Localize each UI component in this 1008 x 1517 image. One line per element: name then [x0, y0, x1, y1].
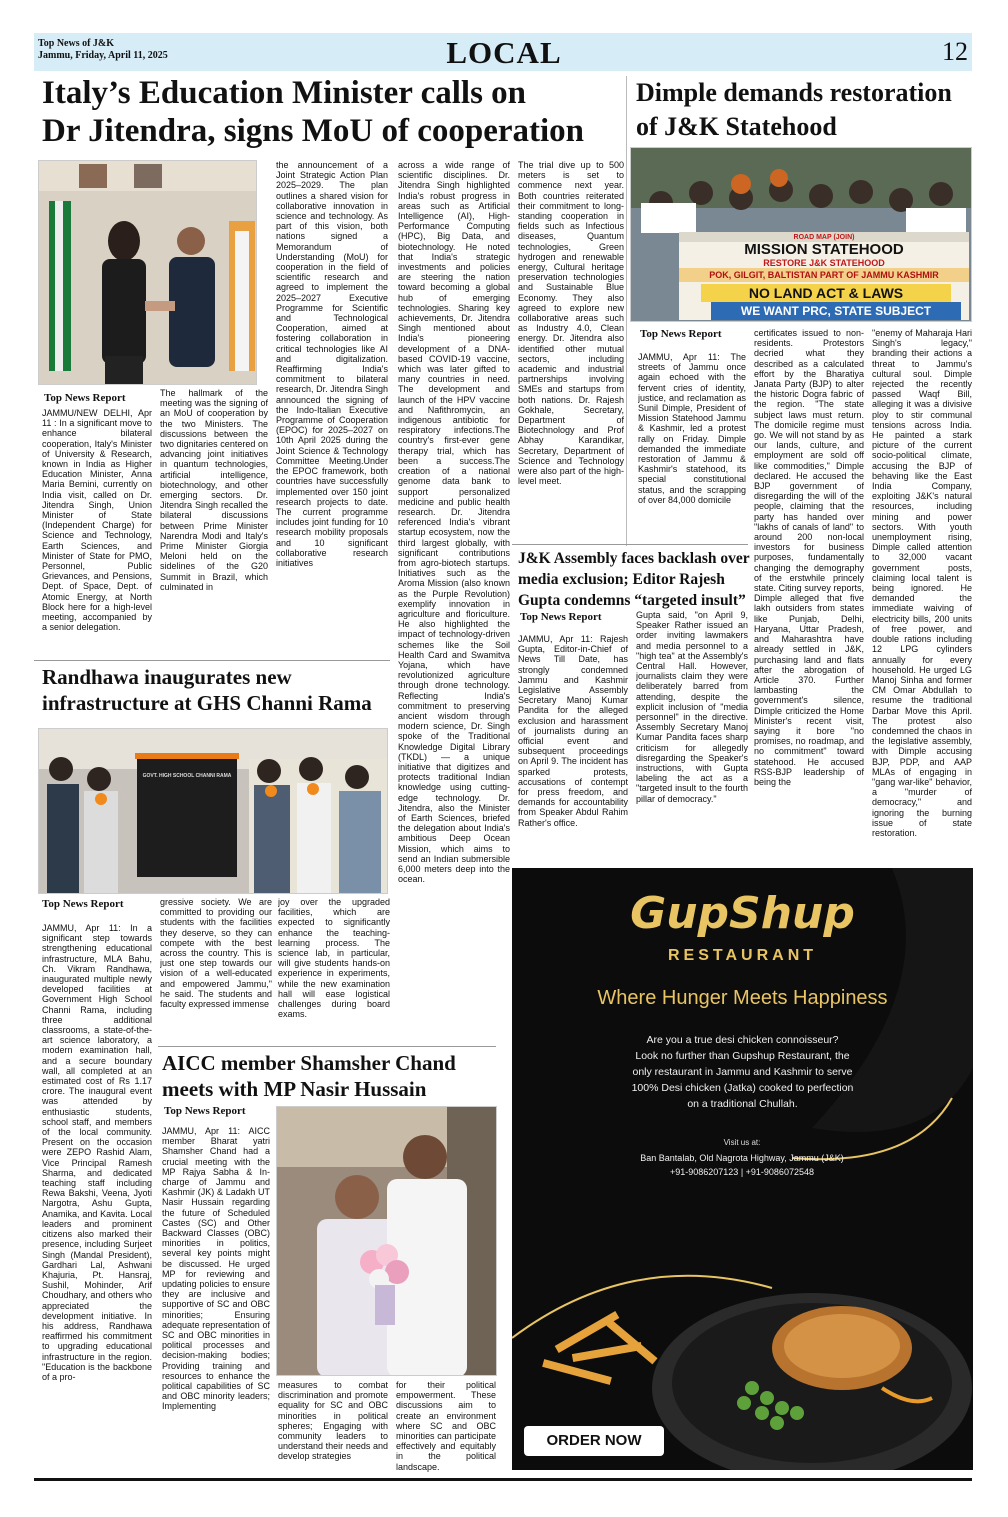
section-rule [512, 544, 748, 545]
story4-photo [38, 728, 388, 894]
story4-headline-line2: infrastructure at GHS Channi Rama [42, 691, 372, 715]
banner-line6: WE WANT PRC, STATE SUBJECT [740, 304, 932, 318]
story3-headline-line2: media exclusion; Editor Rajesh [518, 571, 725, 588]
story5-headline-line2: meets with MP Nasir Hussain [162, 1077, 427, 1101]
story5-headline [162, 1050, 498, 1102]
story2-protest-photo [630, 147, 972, 322]
ad-copy-line4: 100% Desi chicken (Jatka) cooked to perfection [631, 1082, 854, 1094]
story2-col2: certificates issued to non-residents. Protestors decried what they described as a calculated effort by the Bharatiya Janata Party (BJP) to alter the historic Dogra fabric of the region. "The state subject laws must return. The domicile regime must go. We will not stand by as our lands, culture, and employment are sold off like commodities," Dimple declared. He accused the BJP government of disregarding the will of the people, claiming that the party has handed over "lakhs of canals of land" to around 200 non-local investors for business purposes, fundamentally changing the demography of the erstwhile princely state. Citing survey reports, Dimple alleged that five lakh outsiders from states like Punjab, Delhi, Haryana, Uttar Pradesh, and Maharashtra have already settled in J&K, purchasing land and flats after the abrogation of Article 370. Further lambasting the government's silence, Dimple criticized the Home Minister's recent visit, saying it bore "no promises, no roadmap, and no commitment" toward statehood. He accused RSS-BJP leadership of being the [754, 328, 864, 787]
story3-col2: Gupta said, "on April 9, Speaker Rather issued an order inviting lawmakers and media personnel to a "high tea" at the Assembly's Central Hall. However, journalists claim they were deliberately barred from attending, despite the explicit inclusion of "media personnel" in the directive. Assembly Secretary Manoj Kumar Pandita faces sharp criticism for allegedly disregarding the Speaker's instructions, with Gupta labeling the act as a "targeted insult to the fourth pillar of democracy." [636, 610, 748, 804]
ad-tagline: Where Hunger Meets Happiness [597, 987, 888, 1009]
story5-col1: JAMMU, Apr 11: AICC member Bharat yatri Shamsher Chand had a crucial meeting with the MP Rajya Sabha & In-charge of Jammu and Kashmir (JK) & Ladakh UT Nasir Hussain regarding the future of Scheduled Castes (SC) and Other Backward Classes (OBC) minorities in politics, several key points might be discussed. He urged MP for reviewing and updating policies to ensure they are inclusive and supportive of SC and OBC minorities; Ensuring adequate representation of SC and OBC minorities in political processes and decision-making bodies; Providing training and resources to enhance the political capabilities of SC and OBC minority leaders; Implementing [162, 1126, 270, 1412]
story5-headline-line1: AICC member Shamsher Chand [162, 1051, 456, 1075]
banner-line4: POK, GILGIT, BALTISTAN PART OF JAMMU KASHMIR [709, 270, 939, 280]
banner-line1: ROAD MAP (JOIN) [793, 234, 855, 241]
story1-byline: Top News Report [44, 392, 126, 404]
ad-copy-line3: only restaurant in Jammu and Kashmir to serve [632, 1066, 853, 1078]
story1-col2: The hallmark of the meeting was the signing of an MoU of cooperation by the two Ministers. The discussions between the two dignitaries centered on advancing joint initiatives in quantum technologies, artificial intelligence, biotechnology, and other emerging sectors. Dr. Jitendra Singh recalled the bilateral discussions between Prime Minister Narendra Modi and Italy's Prime Minister Giorgia Meloni held on the sidelines of the G20 Summit in Brazil, which culminated in [160, 388, 268, 592]
ad-copy-line2: Look no further than Gupshup Restaurant, the [635, 1050, 850, 1062]
banner-line2: MISSION STATEHOOD [744, 241, 904, 258]
story4-headline-line1: Randhawa inaugurates new [42, 665, 292, 689]
order-now-button[interactable]: ORDER NOW [524, 1426, 664, 1456]
column-rule [626, 76, 627, 546]
story5-photo [276, 1106, 497, 1376]
story1-photo [38, 160, 257, 385]
story1-col5: The trial dive up to 500 meters is set to commence next year. Both countries reiterated their commitment to long-standing cooperation in fields such as Infectious diseases, Quantum technologies, Green hydrogen and renewable energy, Cultural heritage preservation technologies and Sustainable Blue Economy. They also agreed to explore new collaborative areas such as Industry 4.0, Clean energy. Dr. Jitendra also identified other mutual sectors, including academic and industrial partnerships involving SMEs and startups from both nations. Dr. Rajesh Gokhale, Secretary, Department of Biotechnology and Prof Abhay Karandikar, Secretary, Department of Science and Technology were also part of the high-level meet. [518, 160, 624, 487]
story4-col2: gressive society. We are committed to providing our students with the facilities they deserve, so they can compete with the best across the country. This is just one step towards our vision of a well-educated and empowered Jammu," he said. The students and faculty expressed immense [160, 897, 272, 1010]
story2-headline-line2: of J&K Statehood [636, 112, 837, 141]
ad-phone: +91-9086207123 | +91-9086072548 [670, 1167, 814, 1177]
section-title: LOCAL [446, 35, 562, 70]
issue-date: Jammu, Friday, April 11, 2025 [38, 50, 168, 61]
story1-headline [42, 74, 622, 150]
page-bottom-rule [34, 1478, 972, 1481]
story3-col1: JAMMU, Apr 11: Rajesh Gupta, Editor-in-Chief of News Till Date, has strongly condemned Jammu and Kashmir Legislative Assembly Secretary Manoj Kumar Pandita for the alleged exclusion and harassment of journalists during an official event and subsequent proceedings on April 9. The incident has sparked protests, accusations of contempt for press freedom, and demands for accountability from Speaker Abdul Rahim Rather's office. [518, 634, 628, 828]
story1-headline-line2: Dr Jitendra, signs MoU of cooperation [42, 113, 585, 149]
story5-col2: measures to combat discrimination and promote equality for SC and OBC minorities in political spheres; Engaging with community leaders to understand their needs and develop strategies [278, 1380, 388, 1462]
story2-col3: "enemy of Maharaja Hari Singh's legacy," branding their actions a threat to Jammu's cultural soul. Dimple rejected the recently passed Waqf Bill, alleging it was a divisive ploy to stir communal tensions across India. He painted a stark picture of the current socio-political climate, accusing the BJP of behaving like the East India Company, exploiting J&K's natural resources, including mining and power sectors. With youth unemployment rising, Dimple called attention to 32,000 vacant government posts, claiming local talent is being ignored. He demanded the immediate waiving of electricity bills, 200 units of free power, and double rations including 12 LPG cylinders annually for every household. He urged LG Manoj Sinha and former CM Omar Abdullah to resume the traditional Darbar Move this April. The protest also condemned the chaos in the legislative assembly, with Dimple accusing BJP, PDP, and AAP MLAs of engaging in "gang war-like" behavior, a "murder of democracy," and ignoring the burning issue of state restoration. [872, 328, 972, 838]
story3-byline: Top News Report [520, 611, 602, 623]
ad-address: Ban Bantalab, Old Nagrota Highway, Jammu (J&K) [640, 1153, 844, 1163]
story5-byline: Top News Report [164, 1105, 246, 1117]
ad-copy-line5: on a traditional Chullah. [687, 1098, 798, 1110]
story4-headline [42, 664, 392, 716]
ad-brand: GupShup [630, 888, 855, 939]
story4-col1: JAMMU, Apr 11: In a significant step towards strengthening educational infrastructure, MLA Bahu, Ch. Vikram Randhawa, inaugurated multiple newly developed facilities at Government High School Channi Rama, including three additional classrooms, a state-of-the-art science laboratory, a modern examination hall, and a secure boundary wall, all completed at an estimated cost of Rs 1.17 crore. The inaugural event was attended by enthusiastic students, school staff, and members of the local community. Present on the occasion were ZEPO Rashid Alam, Vice Principal Ramesh Sharma, and dedicated teaching staff including Rewa Bakshi, Veena, Jyoti Nargotra, Ashu Gupta, Anamika, and Kavita. Local leaders and prominent citizens also marked their presence, including Surjeet Singh (Mandal President), Gardhari Lal, Ashwani Khajuria, Pt. Hansraj, Sushil, Mohinder, Arif Choudhary, and others who appreciated the development initiative. In his address, Randhawa reaffirmed his commitment to upgrading educational infrastructure in the region. "Education is the backbone of a pro- [42, 923, 152, 1382]
ad-visit: Visit us at: [723, 1138, 761, 1147]
story3-headline-line1: J&K Assembly faces backlash over [518, 550, 750, 567]
story1-headline-line1: Italy’s Education Minister calls on [42, 75, 527, 111]
ad-subbrand: RESTAURANT [667, 947, 818, 964]
story1-col1: JAMMU/NEW DELHI, Apr 11 : In a significant move to enhance bilateral cooperation, Italy's Minister of University & Research, known in India as Higher Education Minister, Anna Maria Bemini, currently on India visit, called on Dr. Jitendra Singh, Union Minister of State (Independent Charge) for Science and Technology, Earth Sciences, and Minister of State for PMO, Personnel, Public Grievances, and Pensions, Dept. of Space, Dept. of Atomic Energy, at North Block here for a high-level meeting, accompanied by a senior delegation. [42, 408, 152, 633]
paper-name: Top News of J&K [38, 38, 115, 49]
story3-headline-line3: Gupta condemns “targeted insult” [518, 592, 746, 609]
ad-copy [572, 1032, 913, 1112]
ad-copy-line1: Are you a true desi chicken connoisseur? [646, 1034, 839, 1046]
story2-headline-line1: Dimple demands restoration [636, 78, 952, 107]
page-number: 12 [942, 37, 968, 66]
story4-col3: joy over the upgraded facilities, which are expected to significantly enhance the teaching-learning process. The science lab, in particular, will give students hands-on experience in experiments, while the new examination hall will ease logistical challenges during board exams. [278, 897, 390, 1020]
story2-headline [636, 76, 972, 144]
story1-col4: across a wide range of scientific disciplines. Dr. Jitendra Singh highlighted India's robust progress in areas such as Artificial Intelligence (AI), High-Performance Computing (HPC), Big Data, and biotechnology. He noted that India's strategic investments and policies are steering the nation toward becoming a global hub of emerging technologies. Sharing key achievements, Dr. Jitendra Singh mentioned about India's pioneering development of a DNA-based COVID-19 vaccine, which was later gifted to many countries in need. The development and launch of the HPV vaccine and Nafithromycin, an indigenous antibiotic for respiratory infections.The country's first-ever gene therapy trial, which has been a success.The creation of a national genome data bank to support personalized medicine and public health research. Dr. Jitendra referenced India's vibrant startup ecosystem, now the third largest globally, with significant contributions from agro-biotech startups. Initiatives such as the Aroma Mission (also known as the Purple Revolution) exemplify innovation in agriculture and floriculture. He also highlighted the impact of technology-driven schemes like the Soil Health Card and Swamitva Yojana, which have revolutionized agriculture through drone technology. Reflecting India's commitment to preserving ancient wisdom through modern science, Dr. Singh spoke of the Traditional Knowledge Digital Library (TKDL) — a unique initiative that digitizes and protects traditional Indian knowledge using cutting-edge technology. Dr. Jitendra, also the Minister of Earth Sciences, briefed the delegation about India's ambitious Deep Ocean Mission, which aims to send an Indian submersible 6,000 meters deep into the ocean. [398, 160, 510, 885]
plaque-text: GOVT. HIGH SCHOOL CHANNI RAMA [142, 773, 232, 779]
section-rule [158, 1046, 496, 1047]
gupshup-ad[interactable] [512, 868, 973, 1470]
section-rule [34, 660, 390, 661]
story4-byline: Top News Report [42, 898, 124, 910]
story1-col3: the announcement of a Joint Strategic Action Plan 2025–2029. The plan outlines a shared vision for collaborative innovation in science and technology. As part of this vision, both nations signed a Memorandum of Understanding (MoU) for cooperation in the field of scientific research and agreed to implement the 2025–2027 Executive Programme for Scientific and Technological Cooperation, aimed at fostering collaboration in critical technologies like AI and digitalization. Reaffirming India's commitment to bilateral research, Dr. Jitendra Singh announced the signing of the Indo-Italian Executive Programme of Cooperation (EPOC) for 2025–2027 on 10th April 2025 during the Joint Science & Technology Committee Meeting.Under the EPOC framework, both countries have successfully implemented over 150 joint research projects to date. The current programme includes joint funding for 10 research mobility proposals and 10 significant collaborative research initiatives [276, 160, 388, 568]
banner-line5: NO LAND ACT & LAWS [748, 285, 904, 301]
story5-col3: for their political empowerment. These discussions aim to create an environment where SC and OBC minorities can participate effectively and equitably in the political landscape. [396, 1380, 496, 1472]
story2-byline: Top News Report [640, 328, 722, 340]
banner-line3: RESTORE J&K STATEHOOD [763, 258, 885, 268]
story3-headline [518, 548, 750, 611]
story2-col1: JAMMU, Apr 11: The streets of Jammu once again echoed with the fervent cries of identity, justice, and reclamation as Sunil Dimple, President of Mission Statehood Jammu & Kashmir, led a protest rally on Friday. Dimple demanded the immediate restoration of Jammu & Kashmir's statehood, its special constitutional status, and the scrapping of over 84,000 domicile [638, 352, 746, 505]
